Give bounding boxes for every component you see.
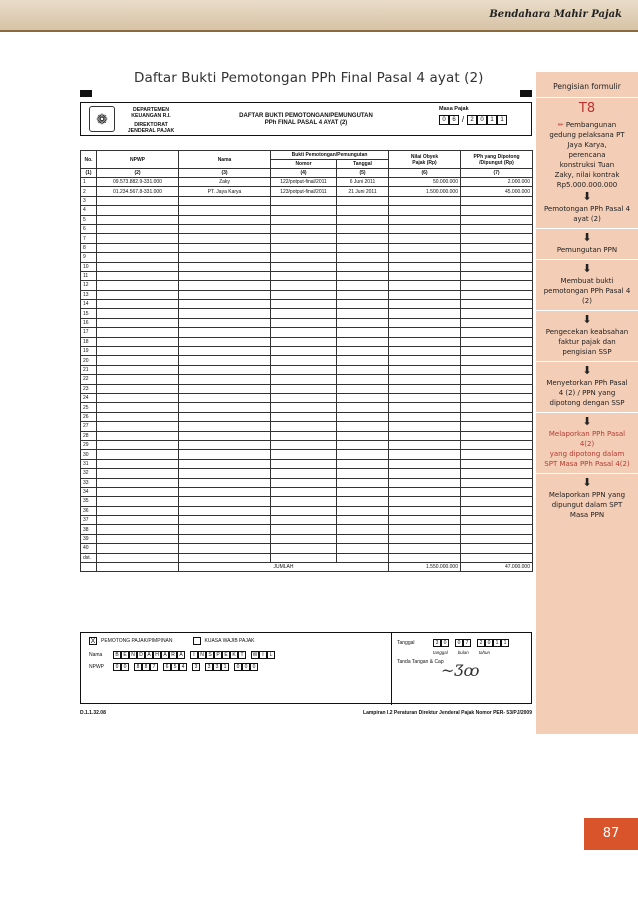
step-line: dipungut dalam SPT bbox=[551, 501, 623, 509]
step-line: ayat (2) bbox=[573, 215, 601, 223]
step-line: dipotong dengan SSP bbox=[549, 399, 625, 407]
arrow-down-icon: ⬇ bbox=[582, 415, 592, 428]
step-line: Jaya Karya, bbox=[567, 141, 607, 149]
instruction-panel bbox=[536, 72, 638, 734]
table-row: 19 bbox=[81, 347, 533, 356]
registration-mark bbox=[520, 90, 532, 97]
step-melaporkan-pph bbox=[536, 429, 638, 474]
col-npwp: NPWP bbox=[97, 151, 179, 169]
table-row: 6 bbox=[81, 224, 533, 233]
step-line: Pemotongan PPh Pasal 4 bbox=[543, 205, 631, 213]
arrow-down-icon: ⬇ bbox=[582, 262, 592, 275]
col-nama: Nama bbox=[179, 151, 271, 169]
tax-form-scan bbox=[80, 90, 532, 720]
step-line: Pemungutan PPN bbox=[556, 246, 618, 254]
table-row: 17 bbox=[81, 328, 533, 337]
step-line: Zaky, nilai kontrak bbox=[554, 171, 620, 179]
table-row: 32 bbox=[81, 469, 533, 478]
step-line: SPT Masa PPh Pasal 4(2) bbox=[544, 460, 630, 468]
table-row: 34 bbox=[81, 487, 533, 496]
table-row: 13 bbox=[81, 290, 533, 299]
jumlah-nilai: 1.550.000.000 bbox=[389, 563, 461, 572]
table-row: 25 bbox=[81, 403, 533, 412]
table-row: dst. bbox=[81, 553, 533, 562]
step-line: Pembangunan bbox=[565, 121, 617, 129]
pencil-icon: ✏ bbox=[557, 121, 566, 129]
page-header bbox=[0, 0, 638, 32]
form-title: DAFTAR BUKTI PEMOTONGAN/PEMUNGUTAN PPh FINAL PASAL 4 AYAT (2) bbox=[239, 113, 373, 126]
step-line: Masa PPN bbox=[569, 511, 605, 519]
step-line: konstruksi Tuan bbox=[559, 161, 615, 169]
arrow-down-icon: ⬇ bbox=[582, 476, 592, 489]
col-pph: PPh yang Dipotong /Dipungut (Rp) bbox=[461, 151, 533, 169]
npwp-label: NPWP bbox=[89, 664, 104, 670]
table-row: 9 bbox=[81, 253, 533, 262]
pemotong-label: PEMOTONG PAJAK/PIMPINAN bbox=[101, 638, 173, 644]
form-header bbox=[80, 102, 532, 136]
step-line: Membuat bukti bbox=[560, 277, 614, 285]
table-row: 16 bbox=[81, 318, 533, 327]
arrow-down-icon: ⬇ bbox=[582, 231, 592, 244]
step-pengecekan bbox=[536, 327, 638, 362]
table-row: 5 bbox=[81, 215, 533, 224]
kuasa-checkbox bbox=[193, 637, 201, 645]
kuasa-label: KUASA WAJIB PAJAK bbox=[204, 638, 255, 644]
table-row: 40 bbox=[81, 544, 533, 553]
bukti-table bbox=[80, 150, 533, 572]
col-nilai: Nilai Obyek Pajak (Rp) bbox=[389, 151, 461, 169]
page-number: 87 bbox=[584, 818, 638, 850]
step-pembangunan bbox=[536, 120, 638, 190]
step-line: yang dipotong dalam bbox=[549, 450, 625, 458]
masa-pajak-label: Masa Pajak bbox=[439, 106, 469, 112]
table-row: 3 bbox=[81, 196, 533, 205]
table-row: 1 09.573.882.9-331.000 Zaky 122/potput-final/2011 6 Juni 2011 50.000.000 2.000.000 bbox=[81, 178, 533, 187]
table-row: 4 bbox=[81, 206, 533, 215]
jumlah-row bbox=[81, 563, 533, 572]
step-pemungutan bbox=[536, 245, 638, 260]
table-row: 2 01.234.567.8-331.000 PT. Jaya Karya 123/potput-final/2011 21 Juni 2011 1.500.000.000 45.000.000 bbox=[81, 187, 533, 196]
table-row: 7 bbox=[81, 234, 533, 243]
table-row: 26 bbox=[81, 412, 533, 421]
table-row: 38 bbox=[81, 525, 533, 534]
step-line: Pengecekan keabsahan bbox=[545, 328, 629, 336]
column-number-row: (1) (2) (3) (4) (5) (6) (7) bbox=[81, 169, 533, 178]
page-title: Daftar Bukti Pemotongan PPh Final Pasal 4 ayat (2) bbox=[134, 70, 484, 86]
col-no: No. bbox=[81, 151, 97, 169]
table-row: 30 bbox=[81, 450, 533, 459]
table-row: 29 bbox=[81, 440, 533, 449]
garuda-emblem-icon: ❁ bbox=[89, 106, 115, 132]
ttd-label: Tanda Tangan & Cap bbox=[397, 659, 444, 665]
table-row: 18 bbox=[81, 337, 533, 346]
masa-pajak-field: 0 6 / 2 0 1 1 bbox=[439, 115, 507, 125]
step-line: (2) bbox=[582, 297, 592, 305]
step-line: perencana bbox=[568, 151, 606, 159]
table-row: 39 bbox=[81, 534, 533, 543]
nama-field: B E N D A H A R A I N S P E K T W I L bbox=[113, 651, 275, 659]
step-line: gedung pelaksana PT bbox=[549, 131, 625, 139]
table-row: 36 bbox=[81, 506, 533, 515]
table-row: 35 bbox=[81, 497, 533, 506]
arrow-down-icon: ⬇ bbox=[582, 364, 592, 377]
step-line: pemotongan PPh Pasal 4 bbox=[543, 287, 631, 295]
step-line: Menyetorkan PPh Pasal bbox=[546, 379, 628, 387]
table-row: 10 bbox=[81, 262, 533, 271]
arrow-down-icon: ⬇ bbox=[582, 190, 592, 203]
npwp-field: 0 0 8 8 7 6 5 4 3 3 3 1 0 0 0 bbox=[113, 663, 258, 671]
step-melaporkan-ppn bbox=[536, 490, 638, 520]
arrow-down-icon: ⬇ bbox=[582, 313, 592, 326]
step-pemotongan bbox=[536, 204, 638, 229]
table-row: 33 bbox=[81, 478, 533, 487]
step-line: Rp5.000.000.000 bbox=[556, 181, 618, 189]
form-reference: Lampiran I.2 Peraturan Direktur Jenderal Pajak Nomor PER- 53/PJ/2009 bbox=[363, 710, 532, 716]
step-line: 4 (2) / PPN yang bbox=[558, 389, 616, 397]
jumlah-label: JUMLAH bbox=[179, 563, 389, 572]
col-nomor: Nomor bbox=[271, 160, 337, 169]
step-line: Melaporkan PPh Pasal bbox=[548, 430, 626, 438]
signature-section: X PEMOTONG PAJAK/PIMPINAN KUASA WAJIB PAJAK Nama B E N D A H A R A I N S P E K T W I L NPWP 0 0 8 8 7 6 5 4 3 3 3 1 0 0 0 Tanggal 3 0 0 7 2 0 1 1 tanggal bulan tahun Tanda Tangan & Cap ~Ʒꝏ bbox=[80, 632, 532, 704]
panel-code: T8 bbox=[578, 101, 596, 116]
col-tanggal: Tanggal bbox=[337, 160, 389, 169]
table-row: 22 bbox=[81, 375, 533, 384]
jumlah-pph: 47.000.000 bbox=[461, 563, 533, 572]
header-title: Bendahara Mahir Pajak bbox=[489, 9, 622, 20]
table-row: 37 bbox=[81, 516, 533, 525]
table-row: 11 bbox=[81, 271, 533, 280]
signature-image: ~Ʒꝏ bbox=[441, 661, 480, 680]
table-row: 28 bbox=[81, 431, 533, 440]
registration-mark bbox=[80, 90, 92, 97]
table-row: 15 bbox=[81, 309, 533, 318]
table-row: 14 bbox=[81, 300, 533, 309]
table-row: 21 bbox=[81, 365, 533, 374]
step-line: faktur pajak dan bbox=[558, 338, 616, 346]
step-line: Melaporkan PPN yang bbox=[548, 491, 626, 499]
table-row: 20 bbox=[81, 356, 533, 365]
table-row: 31 bbox=[81, 459, 533, 468]
table-row: 27 bbox=[81, 422, 533, 431]
step-line: pengisian SSP bbox=[562, 348, 612, 356]
panel-title: Pengisian formulir bbox=[536, 72, 638, 98]
tanggal-label: Tanggal bbox=[397, 640, 415, 646]
tanggal-field: 3 0 0 7 2 0 1 1 bbox=[433, 639, 509, 647]
step-line: 4(2) bbox=[579, 440, 595, 448]
col-bukti: Bukti Pemotongan/Pemungutan bbox=[271, 151, 389, 160]
form-code: D.1.1.32.08 bbox=[80, 710, 106, 716]
table-row: 8 bbox=[81, 243, 533, 252]
nama-label: Nama bbox=[89, 652, 103, 658]
step-menyetorkan bbox=[536, 378, 638, 413]
table-row: 24 bbox=[81, 393, 533, 402]
table-row: 12 bbox=[81, 281, 533, 290]
step-membuat-bukti bbox=[536, 276, 638, 311]
table-row: 23 bbox=[81, 384, 533, 393]
department-label: DEPARTEMEN KEUANGAN R.I. DIREKTORAT JENDERAL PAJAK bbox=[127, 107, 175, 134]
pemotong-checkbox: X bbox=[90, 638, 96, 645]
